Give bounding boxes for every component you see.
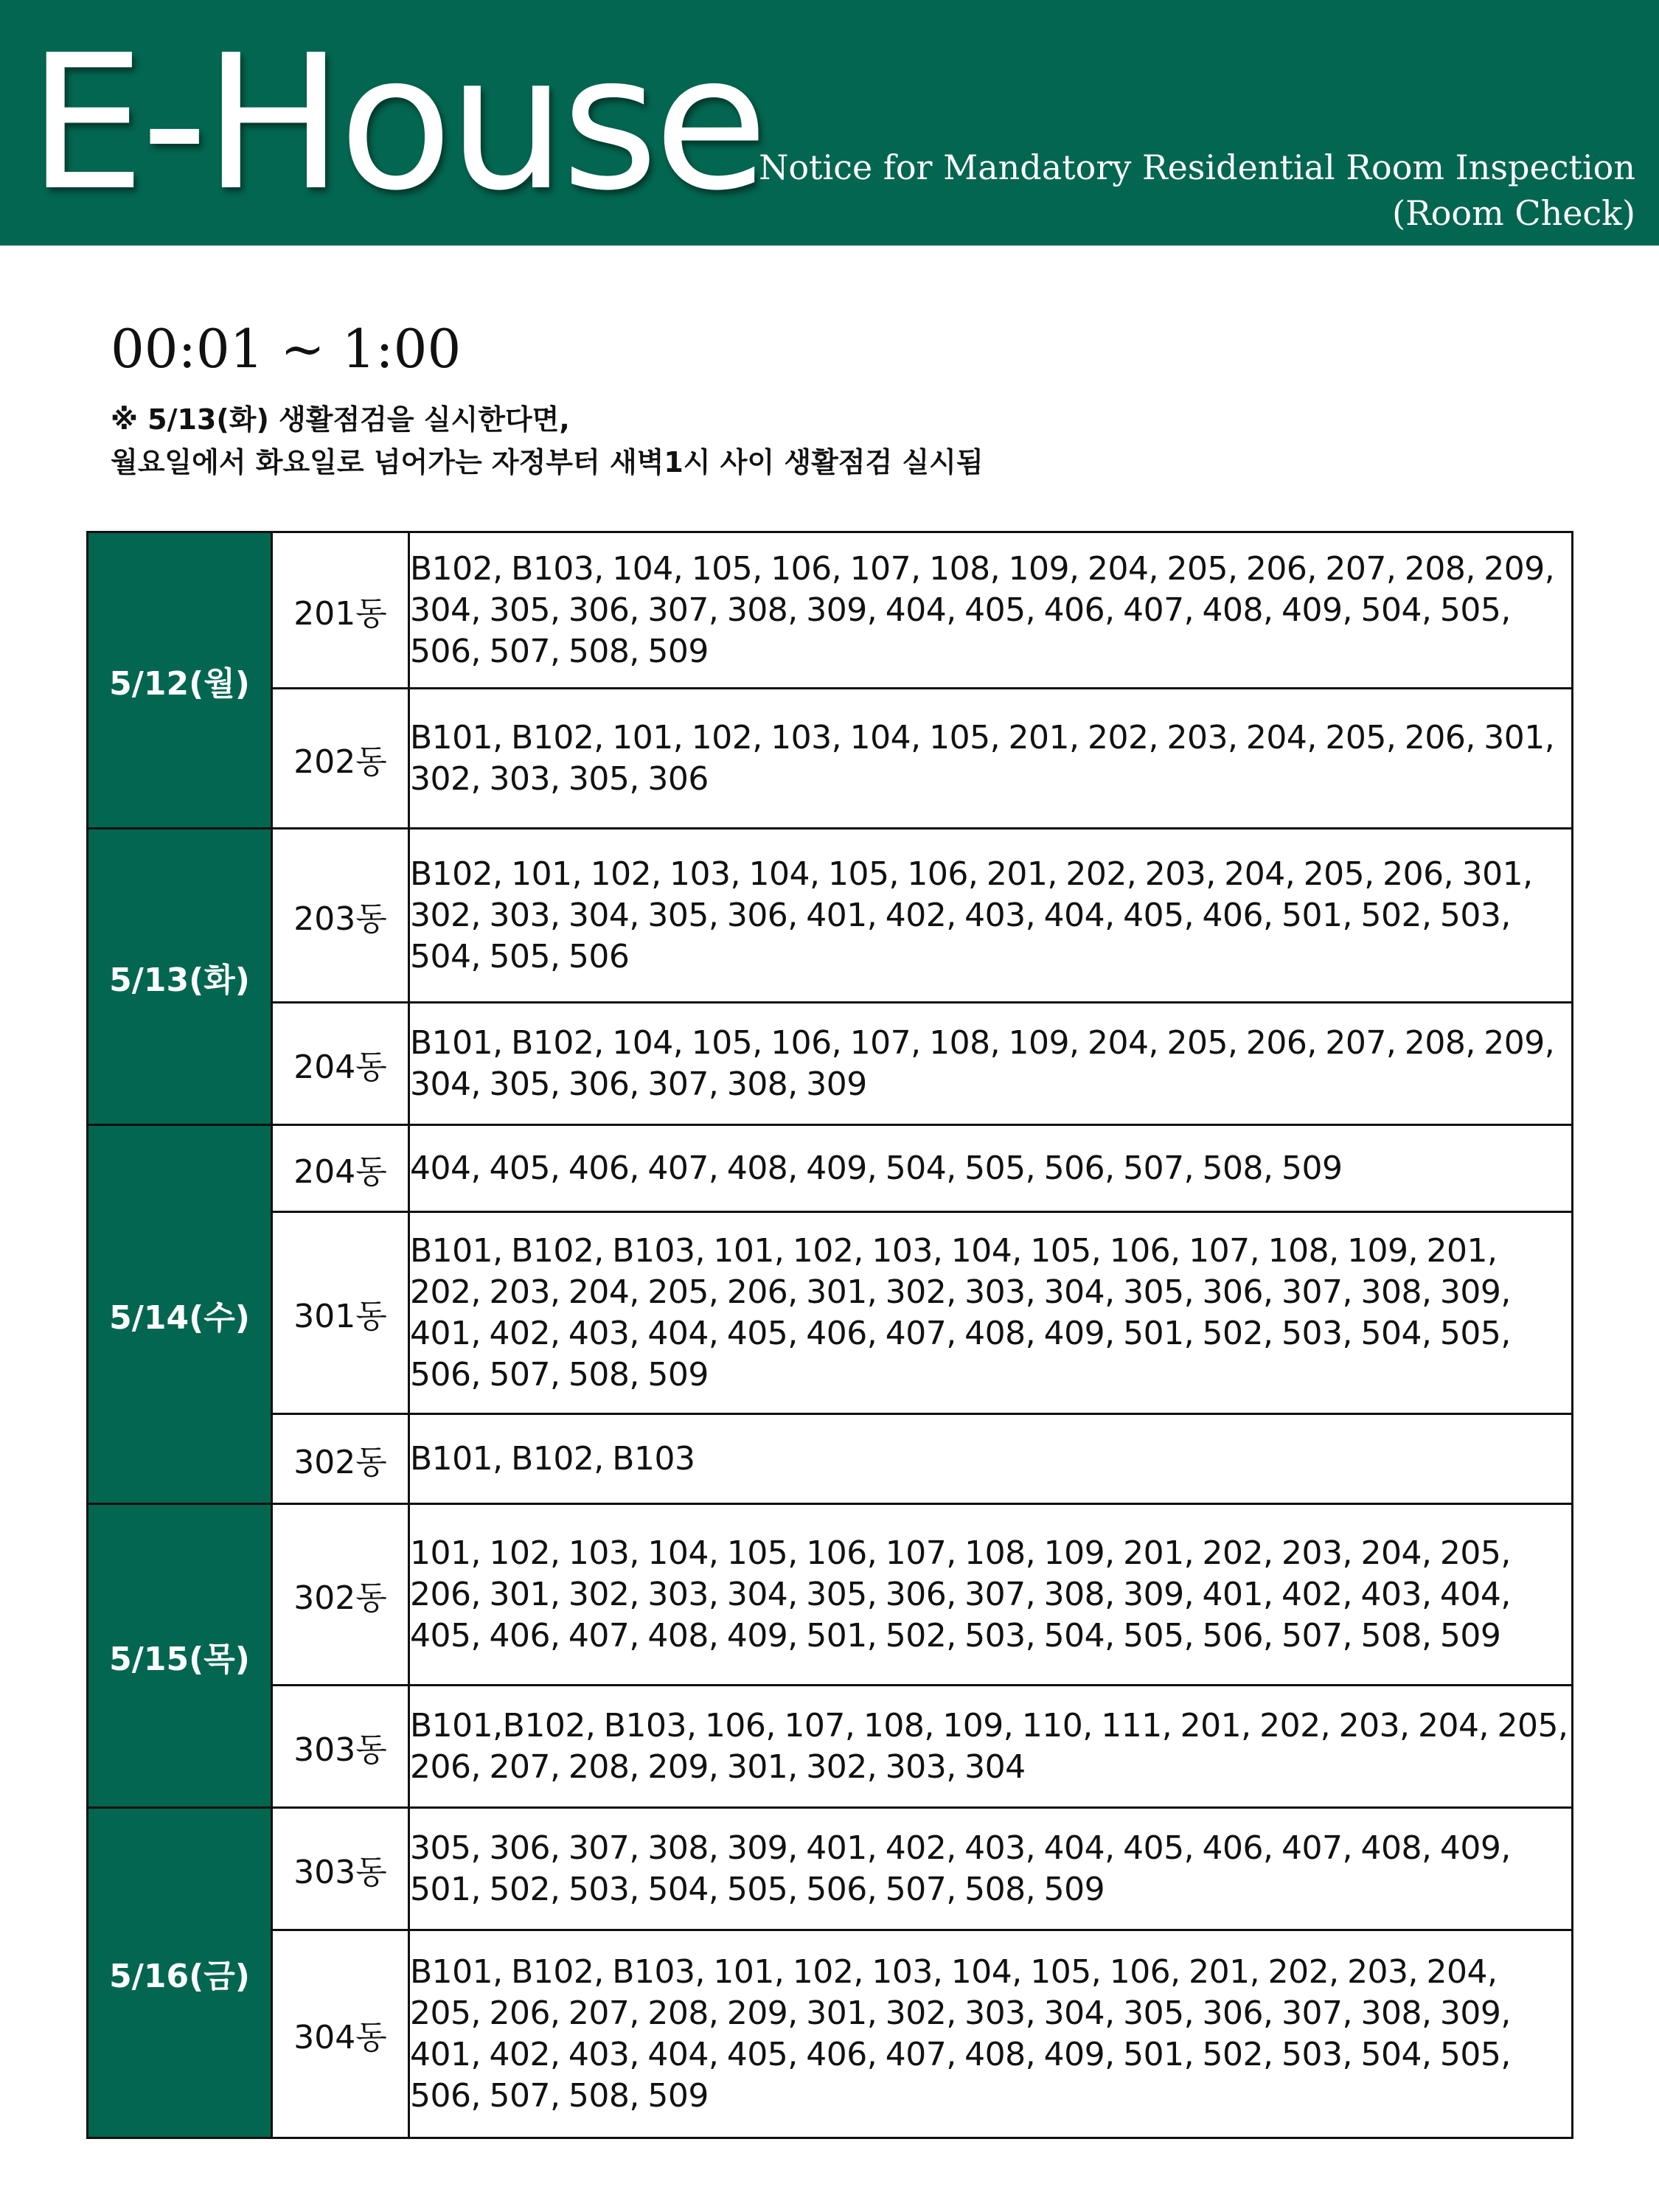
table-row — [88, 1808, 1573, 1930]
rooms-cell: 305, 306, 307, 308, 309, 401, 402, 403, 404, 405, 406, 407, 408, 409, 501, 502, 503, 504, 505, 506, 507, 508, 509 — [409, 1808, 1573, 1930]
notice-subtitle — [759, 145, 1635, 236]
building-cell: 203동 — [272, 829, 409, 1003]
note-line-1: ※ 5/13(화) 생활점검을 실시한다면, — [111, 403, 570, 436]
inspection-note — [111, 398, 984, 484]
rooms-cell: B102, 101, 102, 103, 104, 105, 106, 201, 202, 203, 204, 205, 206, 301, 302, 303, 304, 305, 306, 401, 402, 403, 404, 405, 406, 501, 502, 503, 504, 505, 506 — [409, 829, 1573, 1003]
rooms-cell: B101,B102, B103, 106, 107, 108, 109, 110, 111, 201, 202, 203, 204, 205, 206, 207, 208, 209, 301, 302, 303, 304 — [409, 1686, 1573, 1808]
building-cell: 204동 — [272, 1003, 409, 1125]
building-cell: 204동 — [272, 1125, 409, 1212]
date-cell: 5/13(화) — [88, 829, 272, 1125]
rooms-cell: B101, B102, B103 — [409, 1414, 1573, 1504]
rooms-cell: B101, B102, B103, 101, 102, 103, 104, 105, 106, 201, 202, 203, 204, 205, 206, 207, 208, 209, 301, 302, 303, 304, 305, 306, 307, 308, 309, 401, 402, 403, 404, 405, 406, 407, 408, 409, 501, 502, 503, 504, 505, 506, 507, 508, 509 — [409, 1930, 1573, 2138]
rooms-cell: B101, B102, 101, 102, 103, 104, 105, 201, 202, 203, 204, 205, 206, 301, 302, 303, 305, 306 — [409, 689, 1573, 829]
table-row — [88, 829, 1573, 1003]
inspection-schedule-table — [86, 531, 1573, 2139]
building-cell: 302동 — [272, 1504, 409, 1686]
date-cell: 5/15(목) — [88, 1504, 272, 1808]
subtitle-line-2: (Room Check) — [1392, 193, 1635, 233]
building-cell: 201동 — [272, 532, 409, 689]
building-cell: 202동 — [272, 689, 409, 829]
inspection-time-range: 00:01 ~ 1:00 — [111, 318, 462, 380]
table-row — [88, 1686, 1573, 1808]
table-row — [88, 689, 1573, 829]
table-row — [88, 1930, 1573, 2138]
building-cell: 303동 — [272, 1686, 409, 1808]
note-line-2: 월요일에서 화요일로 넘어가는 자정부터 새벽1시 사이 생활점검 실시됨 — [111, 446, 984, 479]
rooms-cell: 404, 405, 406, 407, 408, 409, 504, 505, 506, 507, 508, 509 — [409, 1125, 1573, 1212]
subtitle-line-1: Notice for Mandatory Residential Room Inspection — [759, 147, 1635, 187]
table-row — [88, 1003, 1573, 1125]
table-row — [88, 1212, 1573, 1414]
building-cell: 302동 — [272, 1414, 409, 1504]
rooms-cell: B101, B102, B103, 101, 102, 103, 104, 105, 106, 107, 108, 109, 201, 202, 203, 204, 205, 206, 301, 302, 303, 304, 305, 306, 307, 308, 309, 401, 402, 403, 404, 405, 406, 407, 408, 409, 501, 502, 503, 504, 505, 506, 507, 508, 509 — [409, 1212, 1573, 1414]
table-row — [88, 1125, 1573, 1212]
building-cell: 303동 — [272, 1808, 409, 1930]
date-cell: 5/12(월) — [88, 532, 272, 829]
table-row — [88, 1414, 1573, 1504]
building-cell: 301동 — [272, 1212, 409, 1414]
brand-logo-text: E-House — [28, 15, 764, 232]
rooms-cell: B102, B103, 104, 105, 106, 107, 108, 109, 204, 205, 206, 207, 208, 209, 304, 305, 306, 307, 308, 309, 404, 405, 406, 407, 408, 409, 504, 505, 506, 507, 508, 509 — [409, 532, 1573, 689]
table-row — [88, 532, 1573, 689]
rooms-cell: B101, B102, 104, 105, 106, 107, 108, 109, 204, 205, 206, 207, 208, 209, 304, 305, 306, 307, 308, 309 — [409, 1003, 1573, 1125]
date-cell: 5/14(수) — [88, 1125, 272, 1504]
rooms-cell: 101, 102, 103, 104, 105, 106, 107, 108, 109, 201, 202, 203, 204, 205, 206, 301, 302, 303, 304, 305, 306, 307, 308, 309, 401, 402, 403, 404, 405, 406, 407, 408, 409, 501, 502, 503, 504, 505, 506, 507, 508, 509 — [409, 1504, 1573, 1686]
header-banner — [0, 0, 1659, 246]
date-cell: 5/16(금) — [88, 1808, 272, 2138]
building-cell: 304동 — [272, 1930, 409, 2138]
table-row — [88, 1504, 1573, 1686]
